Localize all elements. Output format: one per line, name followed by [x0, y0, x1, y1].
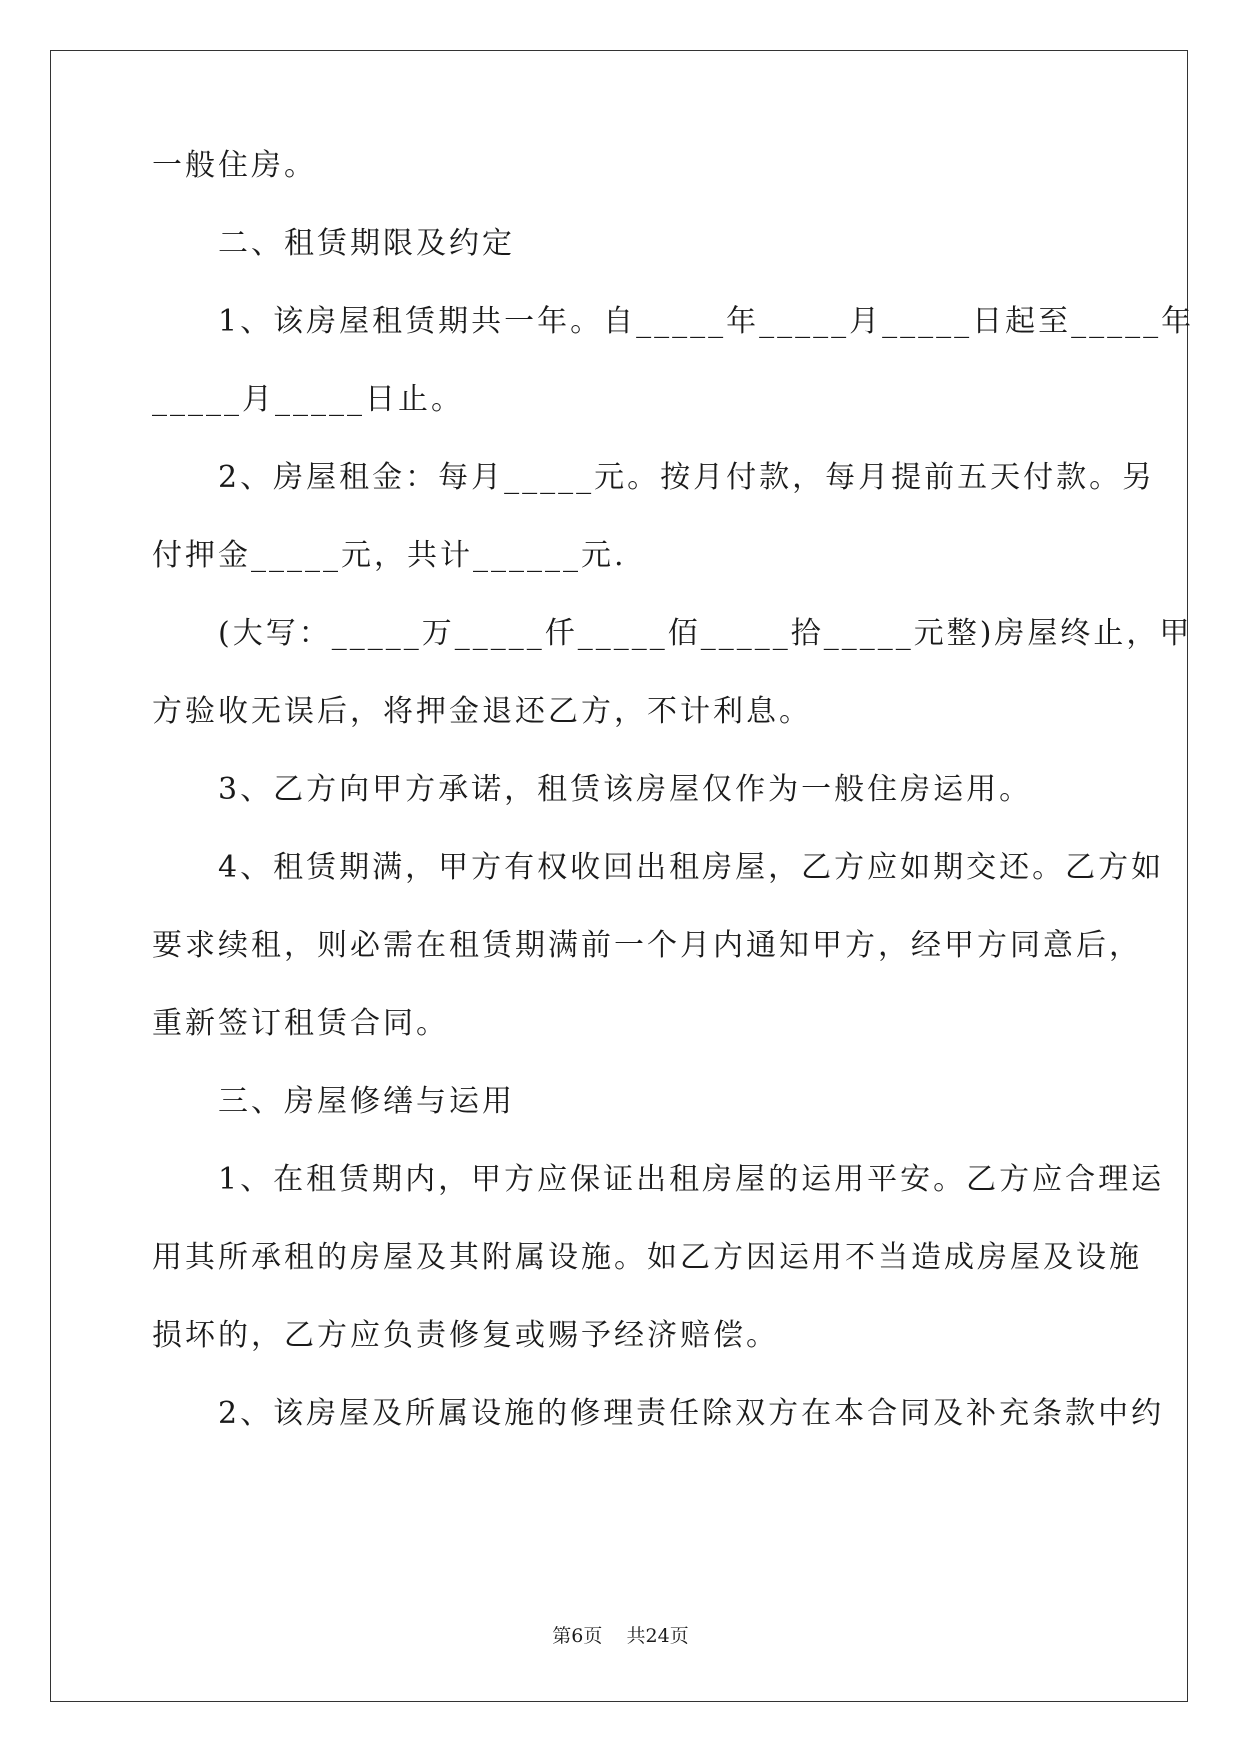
text-line: 4、租赁期满，甲方有权收回出租房屋，乙方应如期交还。乙方如: [152, 850, 1165, 885]
text-line: 方验收无误后，将押金退还乙方，不计利息。: [152, 694, 812, 729]
section-heading: 三、房屋修缮与运用: [152, 1084, 515, 1119]
text-line: 1、在租赁期内，甲方应保证出租房屋的运用平安。乙方应合理运: [152, 1162, 1165, 1197]
text-line: 付押金_____元，共计______元.: [152, 538, 627, 573]
text-line: 2、该房屋及所属设施的修理责任除双方在本合同及补充条款中约: [152, 1396, 1165, 1431]
section-heading: 二、租赁期限及约定: [152, 226, 515, 261]
text-line: _____月_____日止。: [152, 382, 464, 417]
text-line: 1、该房屋租赁期共一年。自_____年_____月_____日起至_____年: [152, 304, 1195, 339]
page-footer: [0, 1624, 1241, 1648]
text-line: 3、乙方向甲方承诺，租赁该房屋仅作为一般住房运用。: [152, 772, 1033, 807]
text-line: 要求续租，则必需在租赁期满前一个月内通知甲方，经甲方同意后，: [152, 928, 1142, 963]
text-line: (大写：_____万_____仟_____佰_____拾_____元整)房屋终止，甲: [152, 616, 1193, 651]
text-line: 一般住房。: [152, 148, 317, 183]
text-line: 2、房屋租金：每月_____元。按月付款，每月提前五天付款。另: [152, 460, 1156, 495]
page-number: 第6页: [552, 1625, 603, 1647]
text-line: 用其所承租的房屋及其附属设施。如乙方因运用不当造成房屋及设施: [152, 1240, 1142, 1275]
text-line: 重新签订租赁合同。: [152, 1006, 449, 1041]
page-total: 共24页: [626, 1625, 689, 1647]
text-line: 损坏的，乙方应负责修复或赐予经济赔偿。: [152, 1318, 779, 1353]
